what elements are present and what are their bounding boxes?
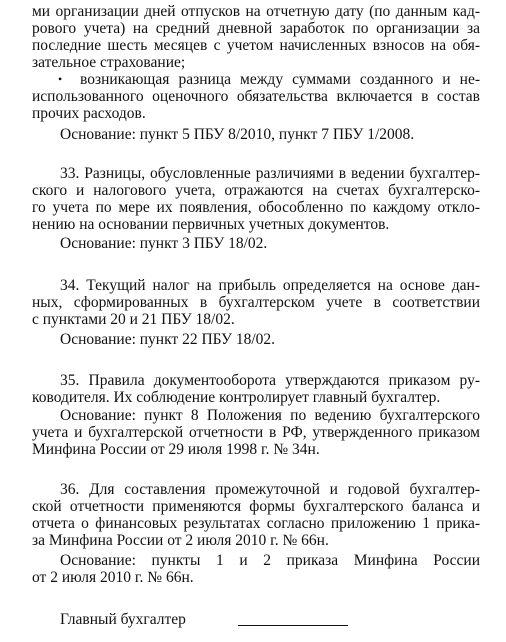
item-36-line: ской отчетности применяются формы бухгалтерского баланса и	[32, 498, 480, 515]
intro-line: зательное страхование;	[32, 54, 186, 71]
basis-text: Основание: пункт 5 ПБУ 8/2010, пункт 7 ПБУ 1/2008.	[60, 126, 415, 143]
item-36-basis: от 2 июля 2010 г. № 66н.	[32, 569, 194, 586]
item-35-line: ководителя. Их соблюдение контролирует главный бухгалтер.	[32, 389, 441, 406]
item-35-basis: Основание: пункт 8 Положения по ведению бухгалтерского	[60, 407, 480, 424]
item-36-line: 36. Для составления промежуточной и годовой бухгалтер-	[60, 481, 480, 498]
item-34-line: 34. Текущий налог на прибыль определяется на основе дан-	[60, 277, 480, 294]
item-36-line: за Минфина России от 2 июля 2010 г. № 66н.	[32, 532, 329, 549]
item-33-line: ского и налогового учета, отражаются на счетах бухгалтерско-	[32, 182, 480, 199]
signature-line	[238, 625, 348, 626]
bullet-icon: •	[58, 72, 63, 86]
intro-line: ми организации дней отпусков на отчетную дату (по данным кад-	[32, 3, 480, 20]
intro-line: рового учета) на средний дневной заработок по организации за	[32, 20, 480, 37]
item-36-line: отчета о финансовых результатах согласно приложению 1 прика-	[32, 515, 480, 532]
bullet-line: использованного оценочного обязательства включается в состав	[32, 88, 480, 105]
signature-label: Главный бухгалтер	[60, 611, 186, 628]
item-34-line: ных, сформированных в бухгалтерском учете в соответствии	[32, 294, 480, 311]
item-35-basis: учета и бухгалтерской отчетности в РФ, утвержденного приказом	[32, 424, 480, 441]
bullet-line: прочих расходов.	[32, 105, 146, 122]
bullet-line: возникающая разница между суммами созданного и не-	[80, 71, 480, 88]
item-35-basis: Минфина России от 29 июля 1998 г. № 34н.	[32, 441, 320, 458]
intro-line: последние шесть месяцев с учетом начисленных взносов на обя-	[32, 37, 480, 54]
item-33-line: го учета по мере их появления, обособленно по каждому откло-	[32, 199, 480, 216]
item-33-line: нению на основании первичных учетных документов.	[32, 216, 390, 233]
item-35-line: 35. Правила документооборота утверждаются приказом ру-	[60, 372, 480, 389]
item-33-line: 33. Разницы, обусловленные различиями в ведении бухгалтер-	[60, 165, 480, 182]
item-34-basis: Основание: пункт 22 ПБУ 18/02.	[60, 331, 276, 348]
item-34-line: с пунктами 20 и 21 ПБУ 18/02.	[32, 311, 235, 328]
item-36-basis: Основание: пункты 1 и 2 приказа Минфина России	[60, 552, 480, 569]
item-33-basis: Основание: пункт 3 ПБУ 18/02.	[60, 235, 268, 252]
